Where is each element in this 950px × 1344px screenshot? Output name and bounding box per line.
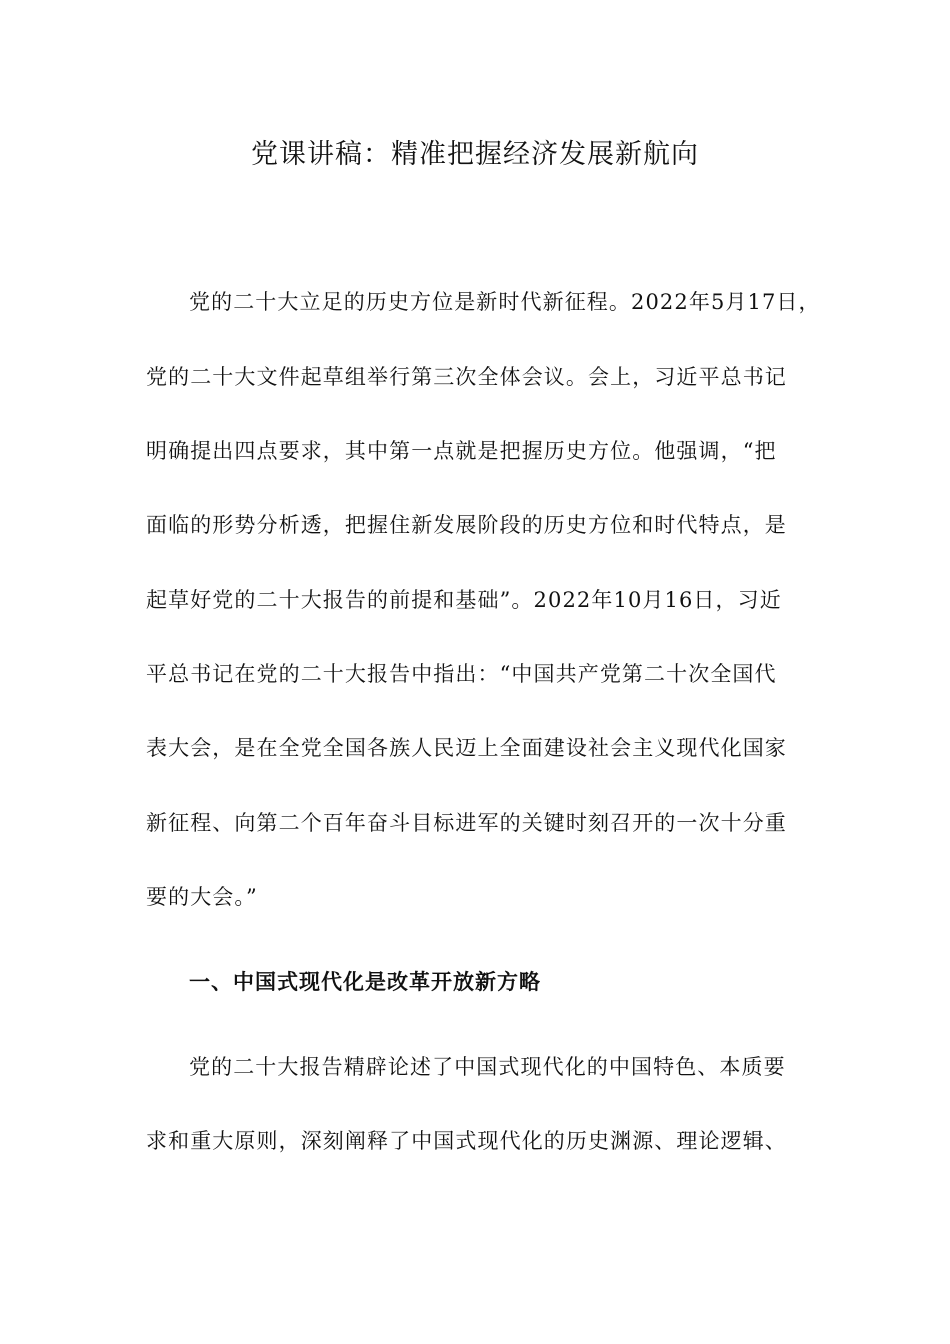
paragraph-line: 党的二十大立足的历史方位是新时代新征程。2022年5月17日，: [189, 290, 821, 314]
paragraph-line: 平总书记在党的二十大报告中指出：“中国共产党第二十次全国代: [146, 662, 777, 686]
paragraph-line: 要的大会。”: [146, 885, 258, 909]
section-heading: 一、中国式现代化是改革开放新方略: [189, 970, 541, 994]
paragraph-line: 起草好党的二十大报告的前提和基础”。2022年10月16日，习近: [146, 588, 782, 612]
paragraph-line: 新征程、向第二个百年奋斗目标进军的关键时刻召开的一次十分重: [146, 811, 787, 835]
paragraph-line: 求和重大原则，深刻阐释了中国式现代化的历史渊源、理论逻辑、: [146, 1129, 787, 1153]
document-title: 党课讲稿：精准把握经济发展新航向: [251, 139, 699, 170]
paragraph-line: 党的二十大文件起草组举行第三次全体会议。会上，习近平总书记: [146, 365, 787, 389]
paragraph-line: 表大会，是在全党全国各族人民迈上全面建设社会主义现代化国家: [146, 736, 787, 760]
paragraph-line: 党的二十大报告精辟论述了中国式现代化的中国特色、本质要: [189, 1055, 786, 1079]
paragraph-line: 明确提出四点要求，其中第一点就是把握历史方位。他强调，“把: [146, 439, 777, 463]
paragraph-line: 面临的形势分析透，把握住新发展阶段的历史方位和时代特点，是: [146, 513, 787, 537]
